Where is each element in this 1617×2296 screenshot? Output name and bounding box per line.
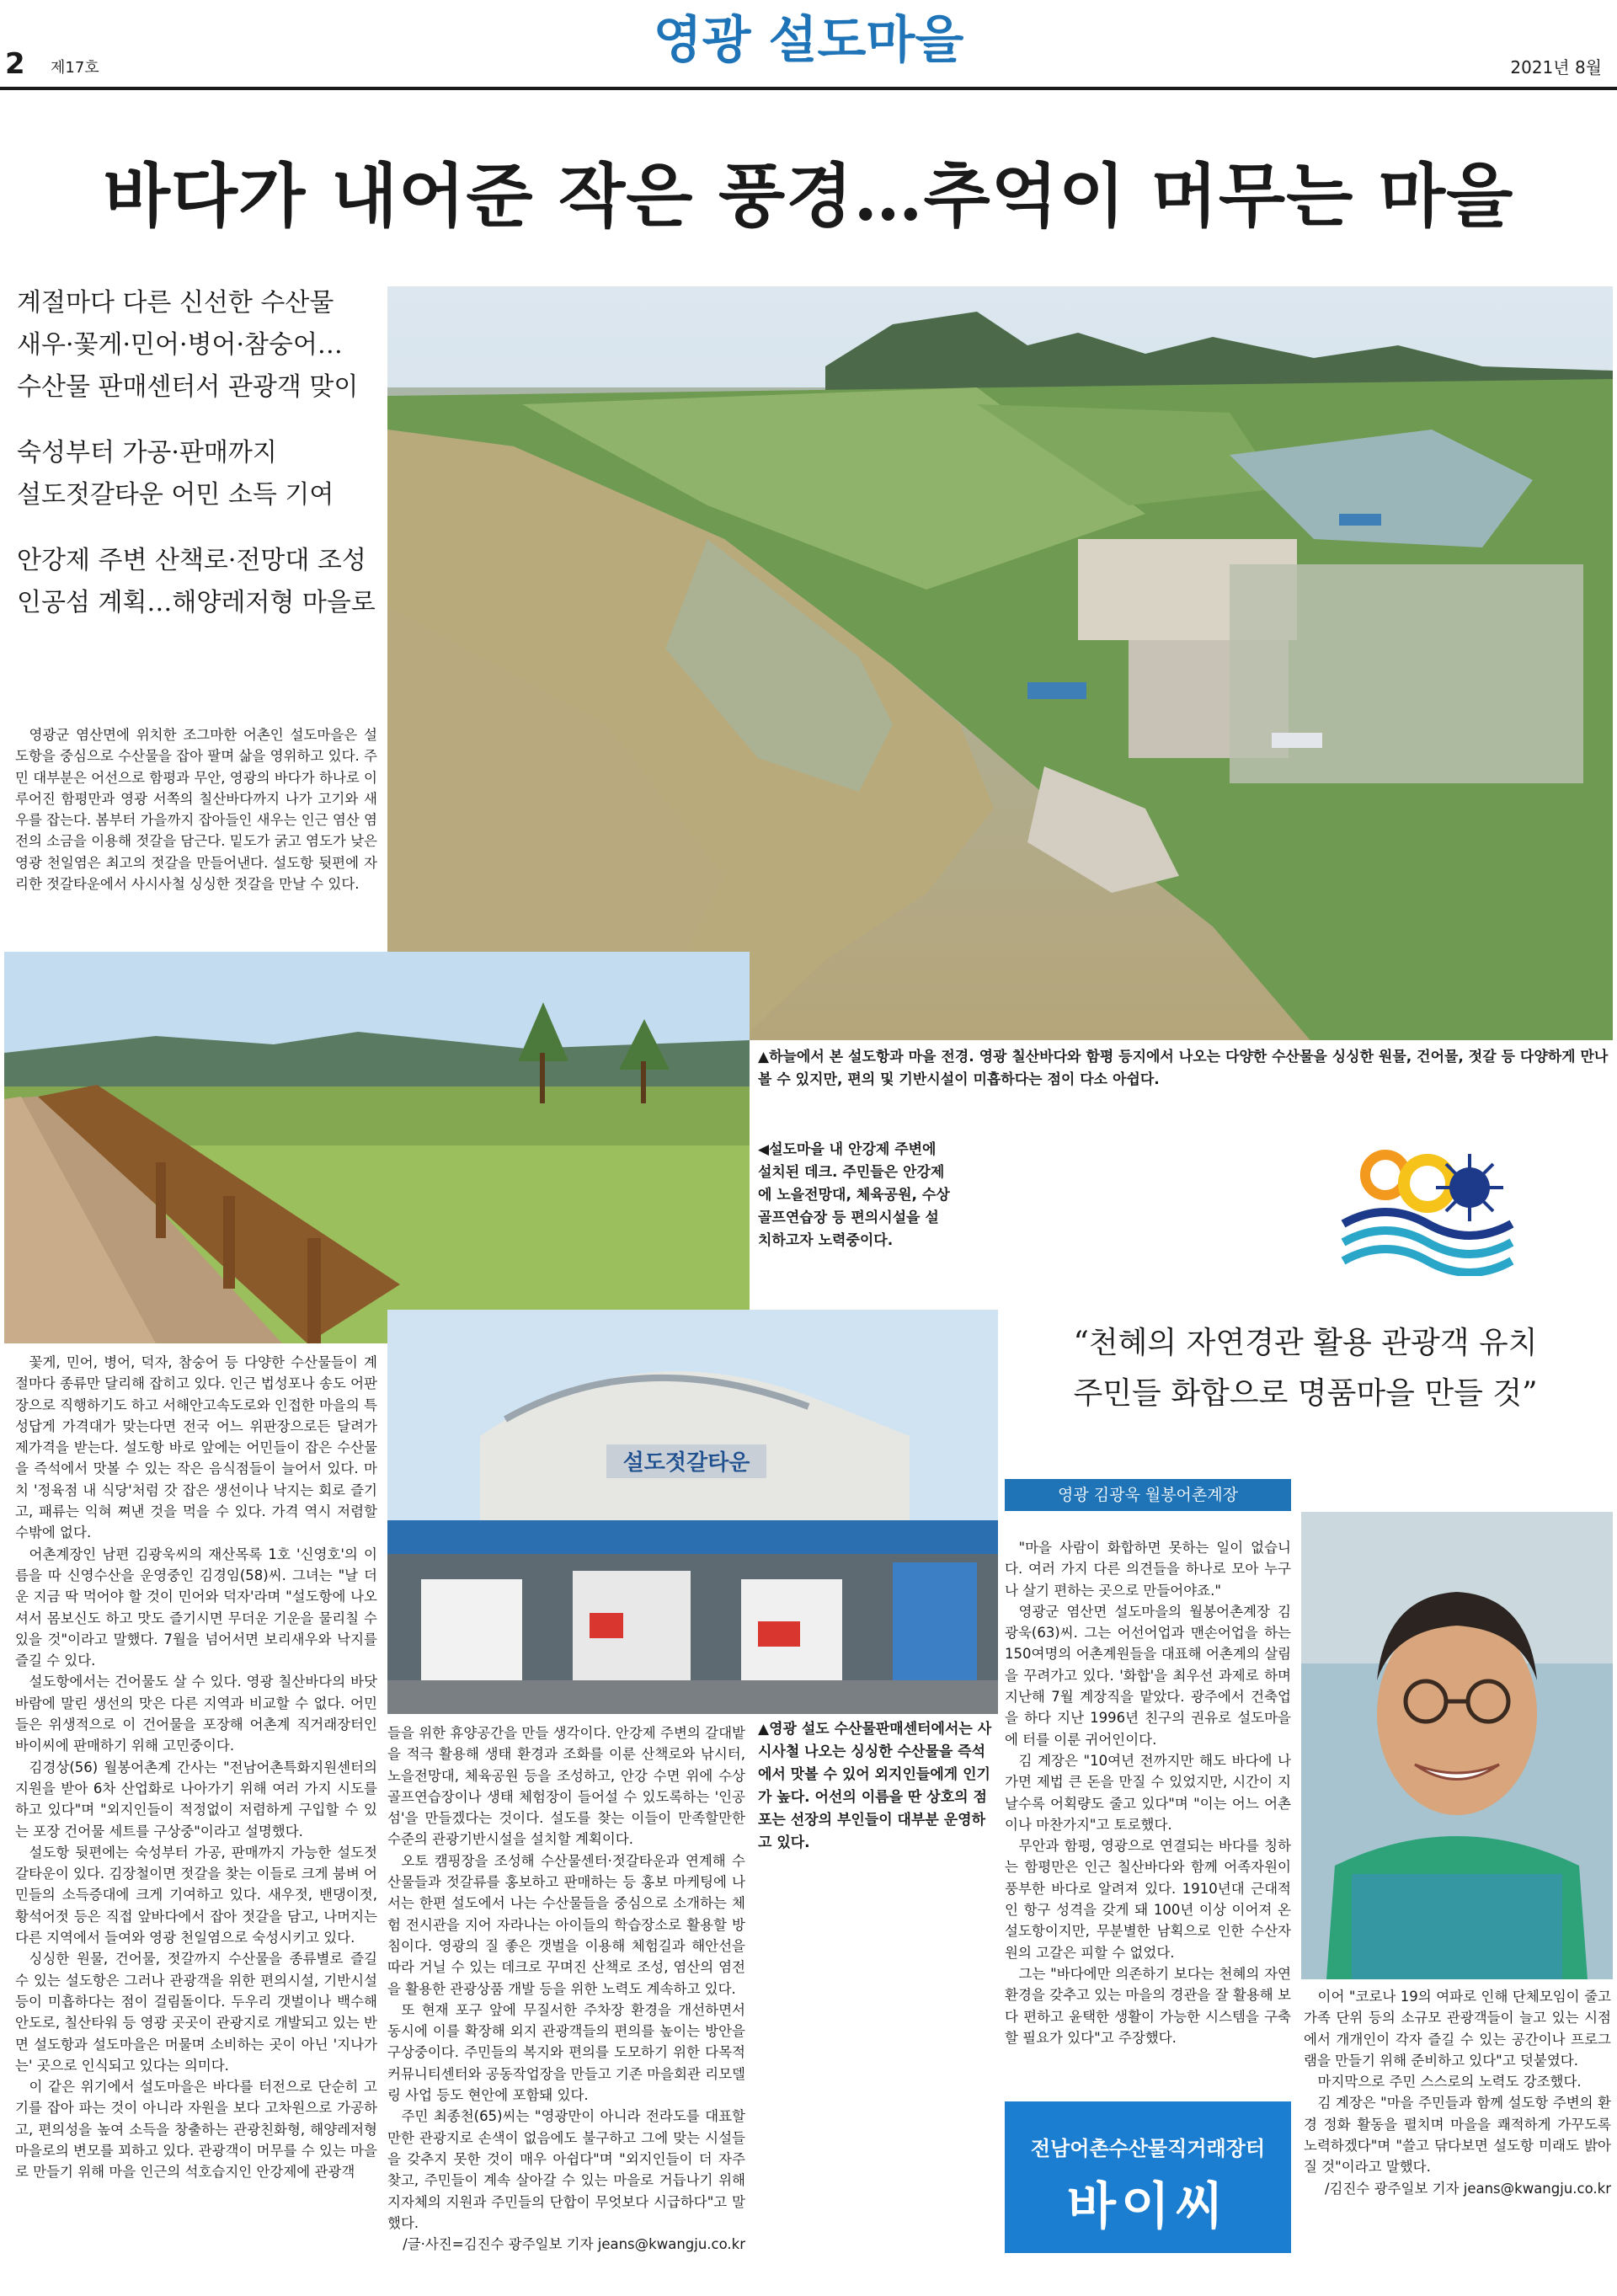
interviewee-banner: 영광 김광욱 월봉어촌계장 [1005,1479,1291,1511]
article-column-2 [387,1722,745,2255]
interview-paragraph: 마지막으로 주민 스스로의 노력도 강조했다. [1317,2074,1582,2090]
deck-line: 새우·꽃게·민어·병어·참숭어… [17,330,343,360]
article-paragraph: 어촌계장인 남편 김광욱씨의 재산목록 1호 '신영호'의 이름을 따 신영수산을 운영중인 김경임(58)씨. 그녀는 "날 더운 지금 딱 먹어야 할 것이 민어와 덕자'라며 "설도항에 나오셔서 몸보신도 하고 맛도 즐기시면 무더운 기운을 물리칠 수 있을 것"이라고 말했다. 7월을 넘어서면 보리새우와 낙지를 즐길 수 있다. [15,1546,377,1669]
article-paragraph: 김경상(56) 월봉어촌계 간사는 "전남어촌특화지원센터의 지원을 받아 6차 산업화로 나아가기 위해 여러 가지 시도를 하고 있다"며 "외지인들이 적정없이 저렴하게 구입할 수 있는 포장 건어물 세트를 구상중"이라고 설명했다. [15,1759,377,1839]
article-column-1 [15,1352,377,2183]
deck-line: 인공섬 계획…해양레저형 마을로 [17,588,376,617]
aerial-photo [387,286,1613,1040]
deck-line: 설도젓갈타운 어민 소득 기여 [17,480,334,510]
interview-paragraph: 그는 "바다에만 의존하기 보다는 천혜의 자연환경을 갖추고 있는 마을의 경관을 잘 활용해 보다 편하고 윤택한 생활이 가능한 시스템을 구축할 필요가 있다"고 주장했다. [1005,1965,1291,2046]
market-sign: 설도젓갈타운 [622,1450,750,1476]
article-paragraph: 오토 캠핑장을 조성해 수산물센터·젓갈타운과 연계해 수산물들과 젓갈류를 홍보하고 판매하는 등 홍보 마케팅에 나서는 한편 설도에서 나는 수산물들을 중심으로 소개하는 체험 전시관을 지어 자라나는 아이들의 학습장소로 활용할 방침이다. 영광의 질 좋은 갯벌을 이용해 체험길과 해안선을 따라 거닐 수 있는 데크로 꾸며진 산책로 조성, 염산의 염전을 활용한 관광상품 개발 등을 위한 노력도 계속하고 있다. [387,1852,746,1997]
village-logo [1326,1124,1529,1276]
interview-paragraph: 이어 "코로나 19의 여파로 인해 단체모임이 줄고 가족 단위 등의 소규모 관광객들이 늘고 있는 시점에서 개개인이 각자 즐길 수 있는 공간이나 프로그램을 만들기 위해 준비하고 있다"고 덧붙였다. [1304,1989,1611,2069]
intro-paragraph: 영광군 염산면에 위치한 조그마한 어촌인 설도마을은 설도항을 중심으로 수산물을 잡아 팔며 삶을 영위하고 있다. 주민 대부분은 어선으로 함평과 무안, 영광의 바다가 하나로 이루어진 함평만과 영광 서쪽의 칠산바다까지 나가 고기와 새우를 잡는다. 봄부터 가을까지 잡아들인 새우는 인근 염산 염전의 소금을 이용해 젓갈을 담근다. 밑도가 굵고 염도가 낮은 영광 천일염은 최고의 젓갈을 만들어낸다. 설도항 뒷편에 자리한 젓갈타운에서 사시사철 싱싱한 젓갈을 만날 수 있다. [15,727,377,893]
header-rule [0,87,1617,90]
interview-paragraph: 김 계장은 "10여년 전까지만 해도 바다에 나가면 제법 큰 돈을 만질 수 있었지만, 시간이 지날수록 어획량도 줄고 있다"며 "이는 어느 어촌이나 마찬가지"고 토로했다. [1005,1752,1292,1833]
deck-group [17,540,379,624]
deck-line: 숙성부터 가공·판매까지 [17,438,277,467]
market-photo-image [387,1310,998,1714]
market-ad[interactable] [1005,2101,1291,2253]
deck-line: 수산물 판매센터서 관광객 맞이 [17,372,359,402]
market-photo [387,1310,998,1714]
interview-column-b [1304,1986,1611,2199]
quote-line: 주민들 화합으로 명품마을 만들 것” [1073,1376,1538,1411]
headline: 바다가 내어준 작은 풍경…추억이 머무는 마을 [103,156,1514,237]
issue-date: 2021년 8월 [1510,57,1602,77]
portrait-photo-image [1301,1512,1613,1979]
article-paragraph: 이 같은 위기에서 설도마을은 바다를 터전으로 단순히 고기를 잡아 파는 것이 아니라 자원을 보다 고차원으로 가공하고, 편의성을 높여 소득을 창출하는 관광친화형, 해양레저형 마을로의 변모를 꾀하고 있다. 관광객이 머무를 수 있는 마을로 만들기 위해 마을 인근의 석호습지인 안강제에 관광객 [15,2079,377,2181]
aerial-photo-image [387,286,1613,1040]
article-paragraph: 들을 위한 휴양공간을 만들 생각이다. 안강제 주변의 갈대밭을 적극 활용해 생태 환경과 조화를 이룬 산책로와 낚시터, 노을전망대, 체육공원 등을 조성하고, 안강 수면 위에 수상골프연습장이나 생태 체험장이 들어설 수 있도록하는 '인공섬'을 만들겠다는 것이다. 설도를 찾는 이들이 만족할만한 수준의 관광기반시설을 설치할 계획이다. [387,1725,745,1848]
article-paragraph: 또 현재 포구 앞에 무질서한 주차장 환경을 개선하면서 동시에 이를 확장해 외지 관광객들의 편의를 높이는 방안을 구상중이다. 주민들의 복지와 편의를 도모하기 위한 다목적커뮤니티센터와 공동작업장을 만들고 기존 마을회관 리모델링 사업 등도 현안에 포함돼 있다. [387,2001,746,2104]
deck-line: 계절마다 다른 신선한 수산물 [17,288,334,318]
deck-photo-image [4,952,750,1343]
byline: /글·사진=김진수 광주일보 기자 jeans@kwangju.co.kr [403,2236,745,2253]
interview-paragraph: 무안과 함평, 영광으로 연결되는 바다를 칭하는 함평만은 인근 칠산바다와 함께 어족자원이 풍부한 바다로 알려져 있다. 1910년대 근대적인 항구 성격을 갖게 돼 100년 이상 이어져 온 설도항이지만, 무분별한 남획으로 인한 수산자원의 고갈은 피할 수 없었다. [1005,1838,1291,1961]
market-caption: ▲영광 설도 수산물판매센터에서는 사시사철 나오는 싱싱한 수산물을 즉석에서 맛볼 수 있어 외지인들에게 인기가 높다. 어선의 이름을 딴 상호의 점포는 선장의 부인들이 대부분 운영하고 있다. [758,1721,992,1851]
byline: /김진수 광주일보 기자 jeans@kwangju.co.kr [1325,2180,1611,2197]
quote-line: “천혜의 자연경관 활용 관광객 유치 [1073,1326,1538,1360]
deck [17,282,379,648]
deck-group [17,432,379,516]
page-number: 2 [5,47,25,81]
interview-quote [1002,1318,1609,1419]
section-title: 영광 설도마을 [653,11,964,70]
interview-column-a [1005,1537,1291,2048]
issue-number: 제17호 [51,59,99,77]
article-paragraph: 주민 최종천(65)씨는 "영광만이 아니라 전라도를 대표할 만한 관광지로 손색이 없음에도 불구하고 그에 맞는 시설들을 갖추지 못한 것이 매우 아쉽다"며 "외지인들이 더 자주 찾고, 주민들이 계속 살아갈 수 있는 마을로 거듭나기 위해 지자체의 지원과 주민들의 단합이 무엇보다 시급하다"고 말했다. [387,2108,745,2231]
ad-brand: 바이씨 [1067,2177,1229,2236]
deck-group [17,282,379,408]
article-paragraph: 설도항 뒷편에는 숙성부터 가공, 판매까지 가능한 설도젓갈타운이 있다. 김장철이면 젓갈을 찾는 이들로 크게 붐벼 어민들의 소득증대에 크게 기여하고 있다. 새우젓, 밴댕이젓, 황석어젓 등은 직접 앞바다에서 잡아 젓갈을 담고, 나머지는 다른 지역에서 들여와 영광 천일염으로 숙성시키고 있다. [15,1844,377,1946]
portrait-photo [1301,1512,1613,1979]
village-logo-image [1326,1124,1529,1276]
deck-photo [4,952,750,1343]
intro-text [15,724,377,894]
article-paragraph: 꽃게, 민어, 병어, 덕자, 참숭어 등 다양한 수산물들이 계절마다 종류만 달리해 잡히고 있다. 인근 법성포나 송도 어판장으로 직행하기도 하고 서해안고속도로와 인접한 마을의 특성답게 가격대가 맞는다면 전국 어느 위판장으로든 달려가 제가격을 받는다. 설도항 바로 앞에는 어민들이 잡은 수산물을 즉석에서 맛볼 수 있는 작은 음식점들이 늘어서 있다. 마치 '정육점 내 식당'처럼 갓 잡은 생선이나 낙지는 회로 즐기고, 패류는 익혀 쪄낸 것을 먹을 수 있다. 가격 역시 저렴할 수밖에 없다. [15,1354,377,1541]
article-paragraph: 설도항에서는 건어물도 살 수 있다. 영광 칠산바다의 바닷바람에 말린 생선의 맛은 다른 지역과 비교할 수 없다. 어민들은 위생적으로 이 건어물을 포장해 어촌계 직거래장터인 바이씨에 판매하기 위해 고민중이다. [15,1674,377,1754]
article-paragraph: 싱싱한 원물, 건어물, 젓갈까지 수산물을 종류별로 즐길 수 있는 설도항은 그러나 관광객을 위한 편의시설, 기반시설 등이 미흡하다는 점이 걸림돌이다. 두우리 갯벌이나 백수해안도로, 칠산타워 등 영광 곳곳이 관광지로 개발되고 있는 반면 설도항과 설도마을은 머물며 소비하는 곳이 아닌 '지나가는' 곳으로 인식되고 있다는 의미다. [15,1951,377,2074]
interview-paragraph: 영광군 염산면 설도마을의 월봉어촌계장 김광욱(63)씨. 그는 어선어업과 맨손어업을 하는 150여명의 어촌계원들을 대표해 어촌계의 살림을 꾸려가고 있다. '화합'을 최우선 과제로 하며 지난해 7월 계장직을 맡았다. 광주에서 건축업을 하다 지난 1996년 친구의 권유로 설도마을에 터를 이룬 귀어인이다. [1005,1603,1291,1748]
interview-paragraph: 김 계장은 "마을 주민들과 함께 설도항 주변의 환경 정화 활동을 펼치며 마을을 쾌적하게 가꾸도록 노력하겠다"며 "쓸고 닦다보면 설도항 미래도 밝아질 것"이라고 말했다. [1304,2095,1611,2176]
ad-title: 전남어촌수산물직거래장터 [1030,2137,1266,2160]
interview-paragraph: "마을 사람이 화합하면 못하는 일이 없습니다. 여러 가지 다른 의견들을 하나로 모아 누구나 살기 편하는 곳으로 만들어야죠." [1005,1540,1291,1599]
deck-line: 안강제 주변 산책로·전망대 조성 [17,546,366,575]
deck-caption: ◀설도마을 내 안강제 주변에 설치된 데크. 주민들은 안강제에 노을전망대, 체육공원, 수상 골프연습장 등 편의시설을 설치하고자 노력중이다. [758,1141,950,1249]
aerial-caption: ▲하늘에서 본 설도항과 마을 전경. 영광 칠산바다와 함평 등지에서 나오는 다양한 수산물을 싱싱한 원물, 건어물, 젓갈 등 다양하게 만나 볼 수 있지만, 편의 및 기반시설이 미흡하다는 점이 다소 아쉽다. [758,1049,1609,1088]
